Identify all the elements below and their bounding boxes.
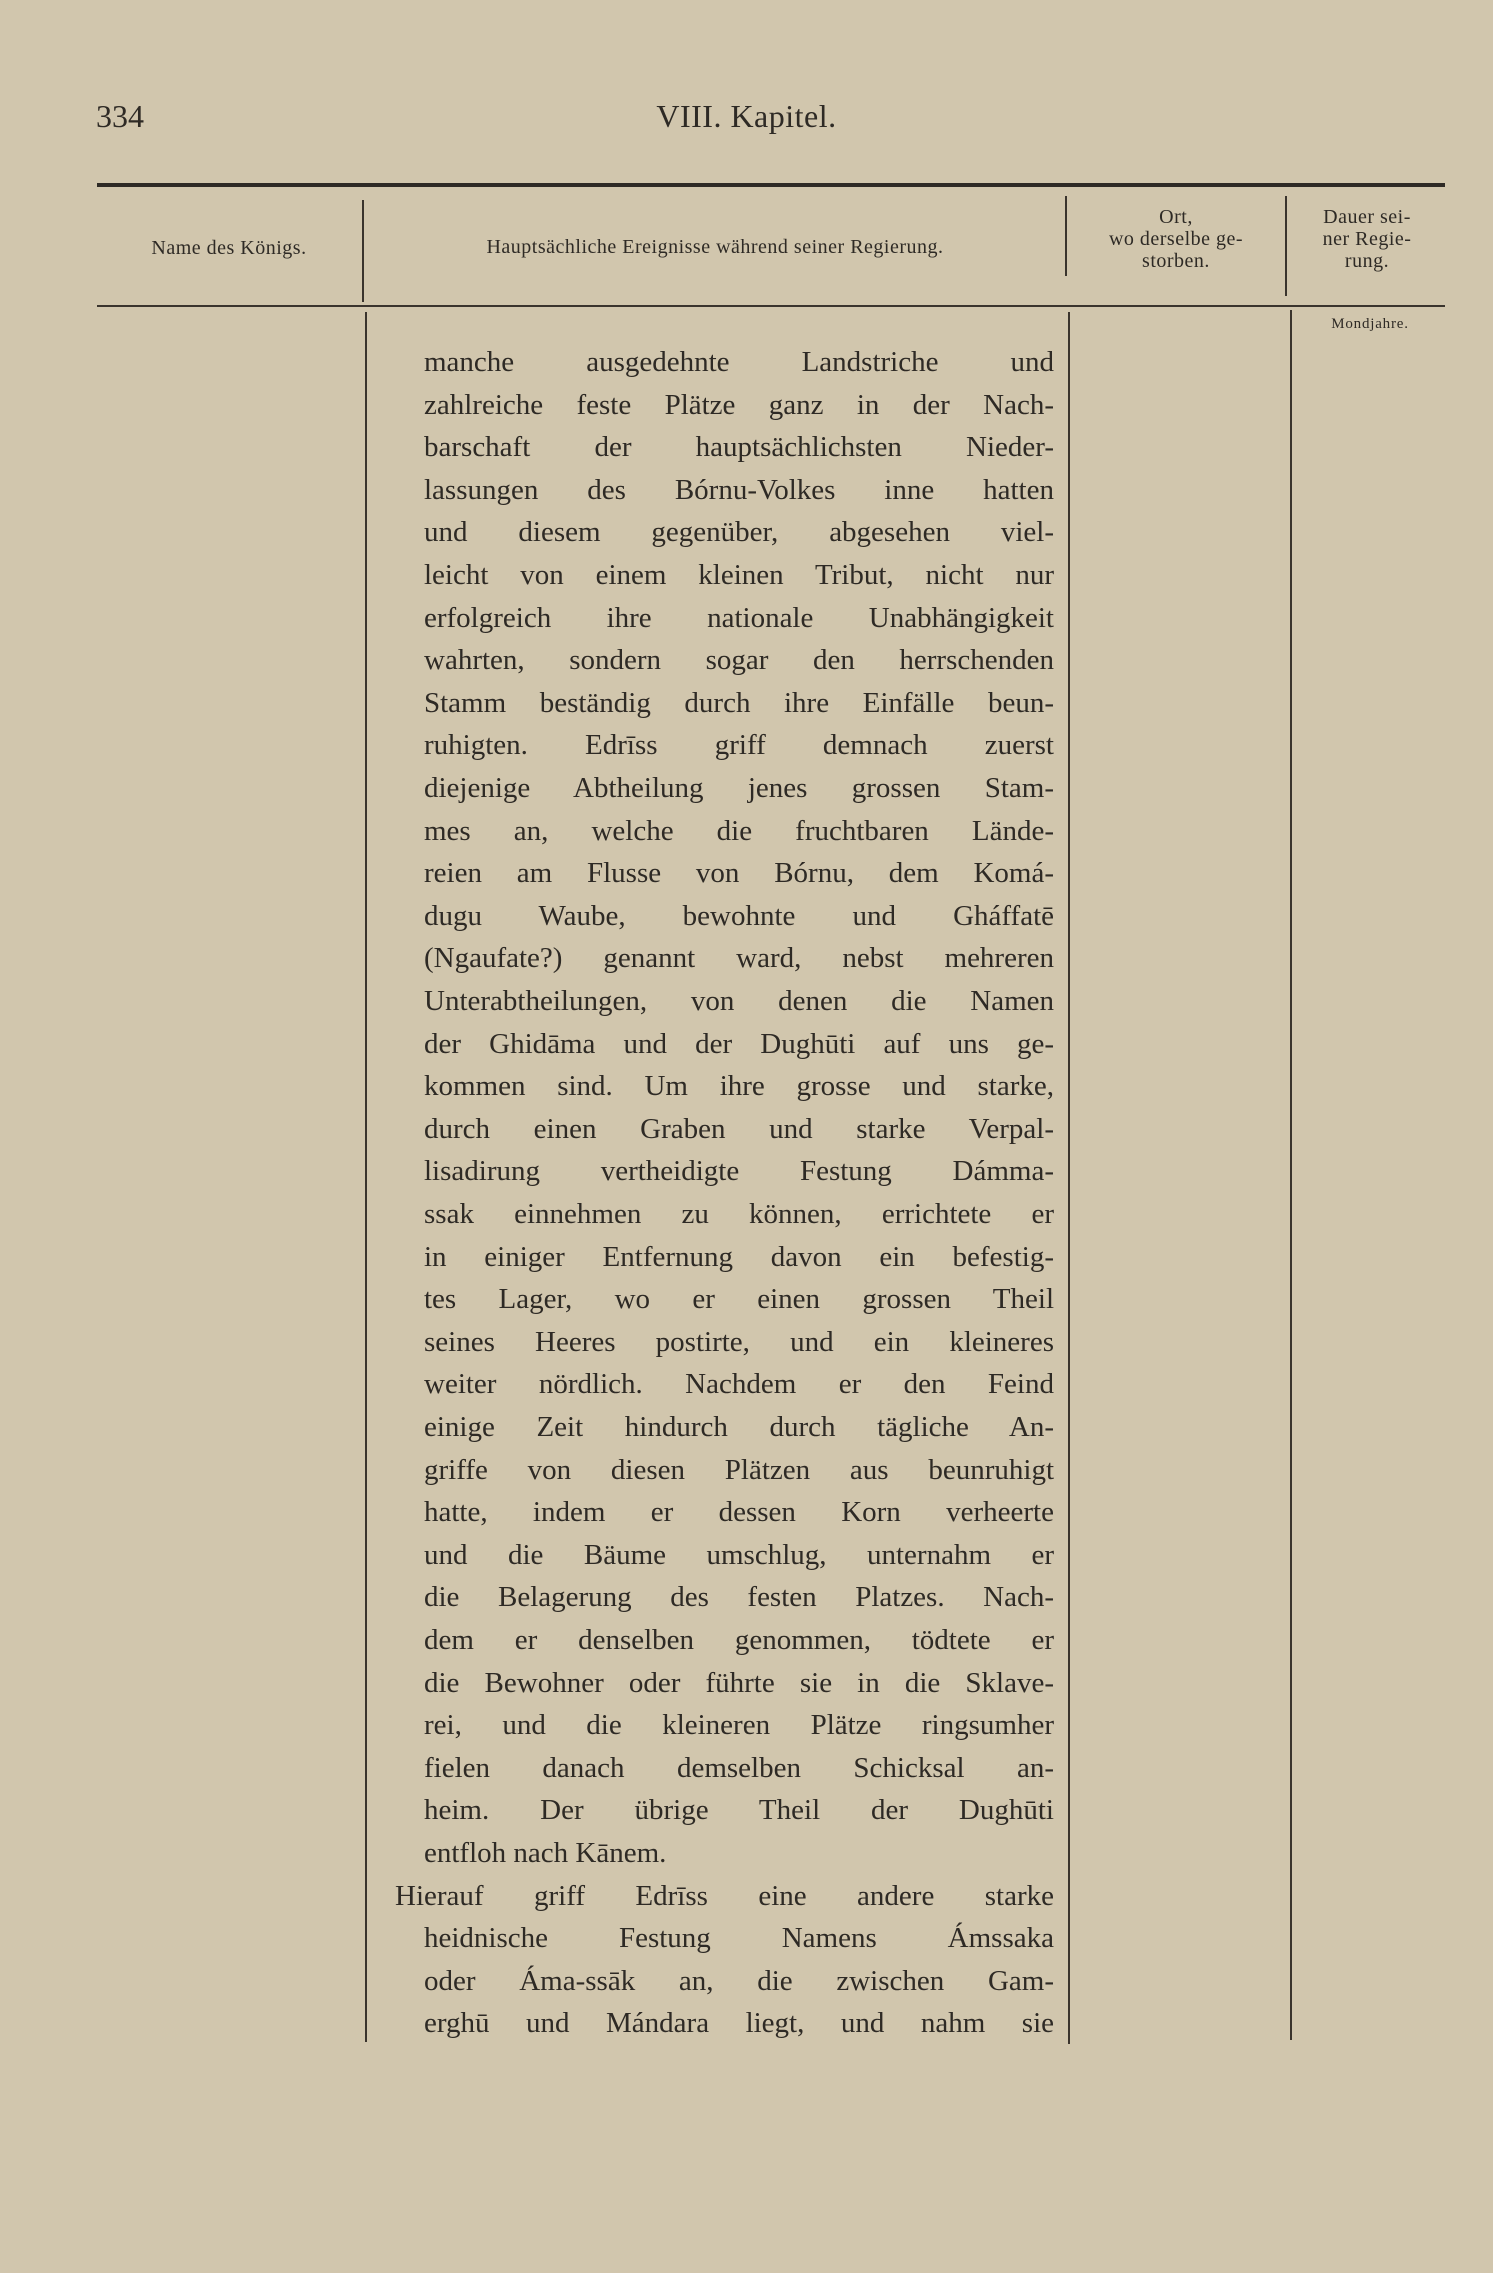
column-header-place-line: wo derselbe ge- xyxy=(1108,228,1244,250)
text-line: ruhigten. Edrīss griff demnach zuerst xyxy=(424,729,1054,762)
text-line: dugu Waube, bewohnte und Gháffatē xyxy=(424,899,1054,932)
text-line: heim. Der übrige Theil der Dughūti xyxy=(424,1794,1054,1827)
text-line: tes Lager, wo er einen grossen Theil xyxy=(424,1283,1054,1316)
text-line: kommen sind. Um ihre grosse und starke, xyxy=(424,1070,1054,1103)
text-line: reien am Flusse von Bórnu, dem Komá- xyxy=(424,857,1054,890)
text-line: in einiger Entfernung davon ein befestig- xyxy=(424,1240,1054,1273)
text-line: zahlreiche feste Plätze ganz in der Nach- xyxy=(424,388,1054,421)
text-line: heidnische Festung Namens Ámssaka xyxy=(424,1922,1054,1955)
text-line: seines Heeres postirte, und ein kleineres xyxy=(424,1325,1054,1358)
text-line: barschaft der hauptsächlichsten Nieder- xyxy=(424,431,1054,464)
column-header-duration-line: rung. xyxy=(1344,250,1390,272)
page-number: 334 xyxy=(96,98,144,134)
text-line: (Ngaufate?) genannt ward, nebst mehreren xyxy=(424,942,1054,975)
text-line: durch einen Graben und starke Verpal- xyxy=(424,1112,1054,1145)
text-line: Stamm beständig durch ihre Einfälle beun- xyxy=(424,686,1054,719)
text-line: mes an, welche die fruchtbaren Lände- xyxy=(424,814,1054,847)
column-header-duration-line: ner Regie- xyxy=(1322,228,1412,250)
column-header-duration-line: Dauer sei- xyxy=(1323,206,1411,228)
column-header-events: Hauptsächliche Ereignisse während seiner Regierung. xyxy=(486,236,944,258)
text-line: rei, und die kleineren Plätze ringsumher xyxy=(424,1709,1054,1742)
text-line: einige Zeit hindurch durch tägliche An- xyxy=(424,1411,1054,1443)
text-line: die Belagerung des festen Platzes. Nach- xyxy=(424,1581,1054,1614)
text-line: erfolgreich ihre nationale Unabhängigkeit xyxy=(424,601,1054,634)
text-line: wahrten, sondern sogar den herrschenden xyxy=(424,644,1054,677)
column-header-name: Name des Königs. xyxy=(151,237,307,259)
text-line: ssak einnehmen zu können, errichtete er xyxy=(424,1198,1054,1230)
text-line: diejenige Abtheilung jenes grossen Stam- xyxy=(424,772,1054,804)
text-line: griffe von diesen Plätzen aus beunruhigt xyxy=(424,1453,1054,1486)
text-line: und die Bäume umschlug, unternahm er xyxy=(424,1538,1054,1571)
text-line: hatte, indem er dessen Korn verheerte xyxy=(424,1496,1054,1529)
text-line: dem er denselben genommen, tödtete er xyxy=(424,1624,1054,1656)
text-line: Unterabtheilungen, von denen die Namen xyxy=(424,985,1054,1017)
text-line: lisadirung vertheidigte Festung Dámma- xyxy=(424,1155,1054,1188)
column-header-place-line: Ort, xyxy=(1159,206,1193,228)
text-line: entfloh nach Kānem. xyxy=(424,1837,667,1869)
text-line: Hierauf griff Edrīss eine andere starke xyxy=(395,1879,1054,1912)
text-line: lassungen des Bórnu-Volkes inne hatten xyxy=(424,473,1054,506)
text-line: und diesem gegenüber, abgesehen viel- xyxy=(424,516,1054,549)
unit-label: Mondjahre. xyxy=(1331,316,1409,332)
text-line: die Bewohner oder führte sie in die Sklave- xyxy=(424,1666,1054,1699)
text-line: der Ghidāma und der Dughūti auf uns ge- xyxy=(424,1027,1054,1060)
column-header-place-line: storben. xyxy=(1142,250,1210,272)
text-line: oder Áma-ssāk an, die zwischen Gam- xyxy=(424,1964,1054,1997)
text-line: manche ausgedehnte Landstriche und xyxy=(424,346,1054,378)
text-line: weiter nördlich. Nachdem er den Feind xyxy=(424,1368,1054,1401)
text-line: erghū und Mándara liegt, und nahm sie xyxy=(424,2007,1054,2040)
text-line: leicht von einem kleinen Tribut, nicht nur xyxy=(424,559,1054,591)
running-head: VIII. Kapitel. xyxy=(656,98,837,134)
text-line: fielen danach demselben Schicksal an- xyxy=(424,1751,1054,1784)
